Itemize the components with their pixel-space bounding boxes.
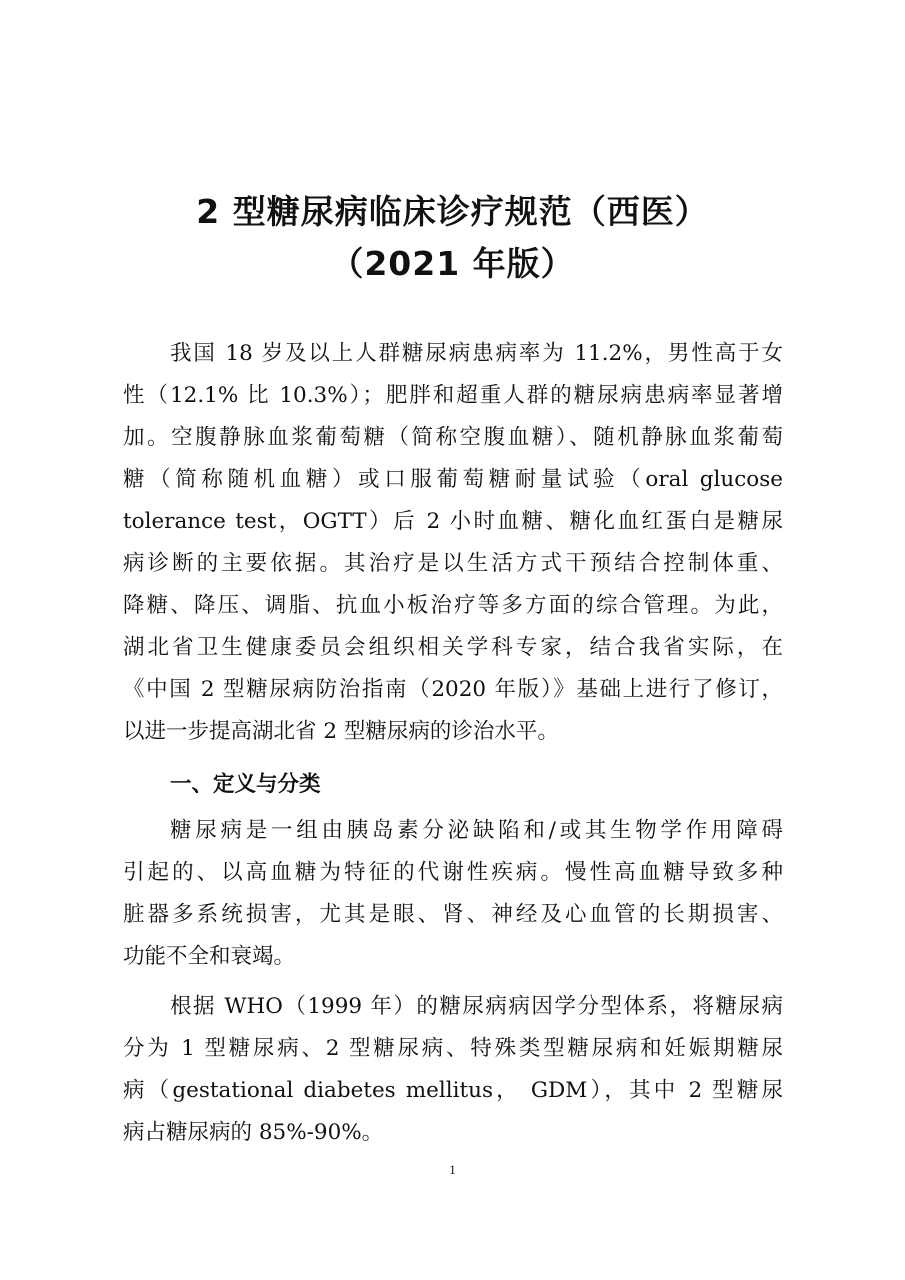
intro-paragraph-line: 降糖、降压、调脂、抗血小板治疗等多方面的综合管理。为此， [123,593,783,618]
classification-paragraph-line: 分为 1 型糖尿病、2 型糖尿病、特殊类型糖尿病和妊娠期糖尿 [123,1036,783,1061]
definition-paragraph-line: 引起的、以高血糖为特征的代谢性疾病。慢性高血糖导致多种 [123,860,783,885]
intro-paragraph-line: 湖北省卫生健康委员会组织相关学科专家，结合我省实际，在 [123,635,783,660]
intro-paragraph-line: 加。空腹静脉血浆葡萄糖（简称空腹血糖）、随机静脉血浆葡萄 [123,425,783,450]
document-title: 2 型糖尿病临床诊疗规范（西医） [196,192,709,231]
intro-paragraph-line: tolerance test，OGTT）后 2 小时血糖、糖化血红蛋白是糖尿 [123,509,783,534]
intro-paragraph-line: 我国 18 岁及以上人群糖尿病患病率为 11.2%，男性高于女 [170,341,783,366]
definition-paragraph-line: 脏器多系统损害，尤其是眼、肾、神经及心血管的长期损害、 [123,902,783,927]
definition-paragraph-line: 功能不全和衰竭。 [123,944,296,969]
classification-paragraph-line: 病占糖尿病的 85%-90%。 [123,1120,384,1145]
page-number: 1 [449,1162,456,1177]
classification-paragraph-line: 病（gestational diabetes mellitus， GDM），其中 2 型糖尿 [123,1078,783,1103]
intro-paragraph-line: 性（12.1% 比 10.3%）；肥胖和超重人群的糖尿病患病率显著增 [123,383,783,408]
definition-paragraph-line: 糖尿病是一组由胰岛素分泌缺陷和/或其生物学作用障碍 [170,818,783,843]
intro-paragraph-line: 糖（简称随机血糖）或口服葡萄糖耐量试验（oral glucose [123,467,783,492]
document-subtitle-edition: （2021 年版） [330,244,575,283]
section-heading-definition: 一、定义与分类 [170,772,321,797]
intro-paragraph-line: 以进一步提高湖北省 2 型糖尿病的诊治水平。 [123,719,559,744]
intro-paragraph-line: 病诊断的主要依据。其治疗是以生活方式干预结合控制体重、 [123,551,783,576]
intro-paragraph-line: 《中国 2 型糖尿病防治指南（2020 年版）》基础上进行了修订， [123,677,783,702]
classification-paragraph-line: 根据 WHO（1999 年）的糖尿病病因学分型体系，将糖尿病 [170,994,783,1019]
